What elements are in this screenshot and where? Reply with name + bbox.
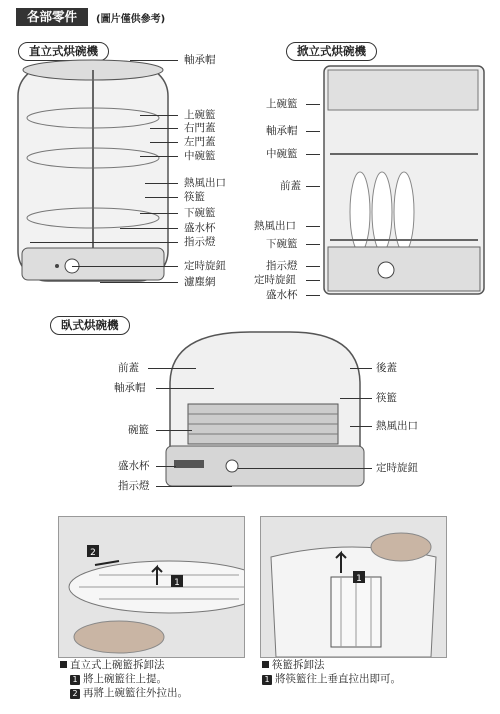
horizontal-label-front-cover: 前蓋 bbox=[118, 362, 139, 374]
vertical-label-right-door: 右門蓋 bbox=[184, 122, 216, 134]
upper-basket-step-2: 2 再將上碗籃往外拉出。 bbox=[70, 686, 188, 700]
pullout-dryer-title: 掀立式烘碗機 bbox=[286, 42, 377, 61]
upper-basket-photo bbox=[58, 516, 245, 658]
vertical-label-bearing-cap: 軸承帽 bbox=[184, 54, 216, 66]
chopstick-basket-heading: 筷籃拆卸法 bbox=[262, 658, 325, 672]
bullet-square-icon bbox=[262, 661, 269, 668]
vertical-label-hot-air-outlet: 熱風出口 bbox=[184, 177, 226, 189]
svg-text:1: 1 bbox=[356, 574, 362, 584]
pullout-label-lower-basket: 下碗籃 bbox=[266, 238, 298, 250]
step-number: 1 bbox=[262, 675, 272, 685]
step-number: 1 bbox=[70, 675, 80, 685]
pullout-label-upper-basket: 上碗籃 bbox=[266, 98, 298, 110]
image-note: (圖片僅供參考) bbox=[96, 14, 166, 25]
pullout-label-hot-air-outlet: 熱風出口 bbox=[254, 220, 296, 232]
pullout-label-front-cover: 前蓋 bbox=[280, 180, 301, 192]
vertical-dryer-title: 直立式烘碗機 bbox=[18, 42, 109, 61]
section-title: 各部零件 bbox=[16, 8, 88, 26]
horizontal-label-bearing-cap: 軸承帽 bbox=[114, 382, 146, 394]
vertical-label-lower-basket: 下碗籃 bbox=[184, 207, 216, 219]
svg-text:2: 2 bbox=[90, 548, 96, 558]
vertical-label-indicator: 指示燈 bbox=[184, 236, 216, 248]
chopstick-basket-step-1: 1 將筷籃往上垂直拉出即可。 bbox=[262, 672, 401, 686]
horizontal-label-timer-knob: 定時旋鈕 bbox=[376, 462, 418, 474]
pullout-label-indicator: 指示燈 bbox=[266, 260, 298, 272]
vertical-label-upper-basket: 上碗籃 bbox=[184, 109, 216, 121]
vertical-label-chopstick-basket: 筷籃 bbox=[184, 191, 205, 203]
horizontal-dryer-title: 臥式烘碗機 bbox=[50, 316, 130, 335]
vertical-label-water-cup: 盛水杯 bbox=[184, 222, 216, 234]
step-number: 2 bbox=[70, 689, 80, 699]
horizontal-label-hot-air-outlet: 熱風出口 bbox=[376, 420, 418, 432]
vertical-label-left-door: 左門蓋 bbox=[184, 136, 216, 148]
pullout-dryer-illustration bbox=[320, 62, 490, 298]
horizontal-label-water-cup: 盛水杯 bbox=[118, 460, 150, 472]
vertical-label-middle-basket: 中碗籃 bbox=[184, 150, 216, 162]
pullout-label-water-cup: 盛水杯 bbox=[266, 289, 298, 301]
horizontal-label-rear-cover: 後蓋 bbox=[376, 362, 397, 374]
pullout-label-middle-basket: 中碗籃 bbox=[266, 148, 298, 160]
pullout-label-bearing-cap: 軸承帽 bbox=[266, 125, 298, 137]
vertical-label-dust-filter: 濾塵網 bbox=[184, 276, 216, 288]
bullet-square-icon bbox=[60, 661, 67, 668]
upper-basket-step-1: 1 將上碗籃往上提。 bbox=[70, 672, 167, 686]
horizontal-label-indicator: 指示燈 bbox=[118, 480, 150, 492]
vertical-dryer-illustration bbox=[12, 58, 182, 290]
vertical-label-timer-knob: 定時旋鈕 bbox=[184, 260, 226, 272]
pullout-label-timer-knob: 定時旋鈕 bbox=[254, 274, 296, 286]
upper-basket-heading: 直立式上碗籃拆卸法 bbox=[60, 658, 165, 672]
horizontal-label-chopstick-basket: 筷籃 bbox=[376, 392, 397, 404]
svg-text:1: 1 bbox=[174, 578, 180, 588]
horizontal-label-basket: 碗籃 bbox=[128, 424, 149, 436]
chopstick-basket-photo bbox=[260, 516, 447, 658]
